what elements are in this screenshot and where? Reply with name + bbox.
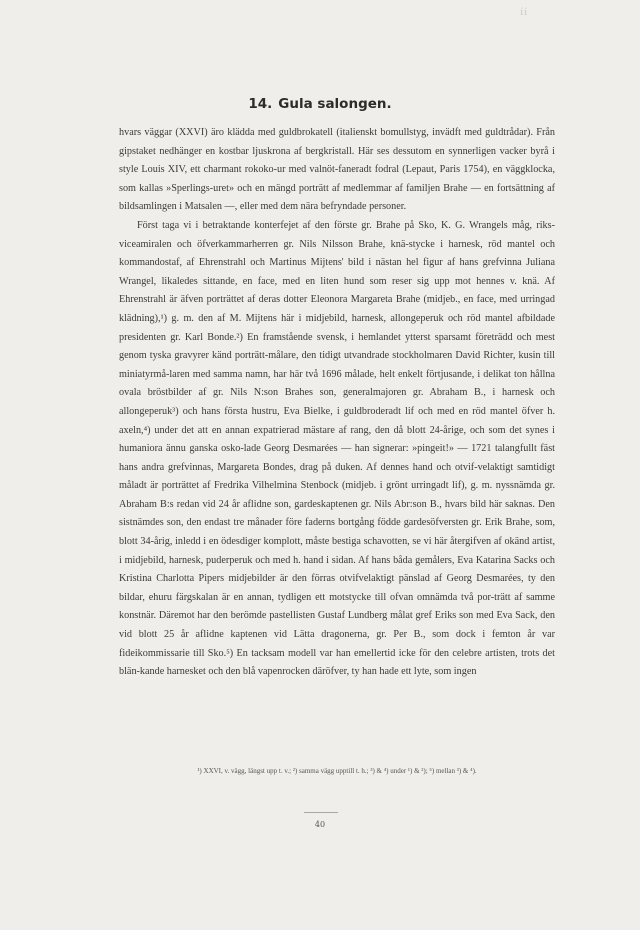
divider-rule <box>304 812 338 813</box>
body-text <box>119 124 555 682</box>
corner-mark: íí <box>520 8 528 18</box>
section-heading <box>0 96 640 112</box>
section-number: 14. <box>248 96 273 112</box>
footnotes: ¹) XXVI, v. vägg, längst upp t. v.; ²) samma vägg upptill t. h.; ³) & ⁴) under ¹) & ²); ⁵) mellan ³) & ⁴). <box>197 767 477 775</box>
section-title: Gula salongen. <box>278 96 392 112</box>
paragraph-portraits: Först taga vi i betraktande konterfejet af den förste gr. Brahe på Sko, K. G. Wrangels måg, riks-viceamiralen och öfverkammarherren gr. Nils Nilsson Brahe, knä-stycke i harnesk, röd mantel och kommandostaf, af Ehrenstrahl och Martinus Mijtens' bild i nästan hel figur af hans grefvinna Juliana Wrangel, likaledes sittande, en face, med en liten hund som reser sig upp mot hennes v. knä. Af Ehrenstrahl är äfven porträttet af deras dotter Eleonora Margareta Brahe (midjeb., en face, med urringad klädning),¹) g. m. den af M. Mijtens här i midjebild, harnesk, allongeperuk och röd mantel afbildade presidenten gr. Karl Bonde.²) En framstående svensk, i hemlandet ytterst sparsamt företrädd och mest genom tyska gravyrer känd porträtt-målare, den tidigt utvandrade stockholmaren David Richter, kusin till miniatyrmå-laren med samma namn, har här två 1696 målade, helt enkelt förtjusande, i delikat ton hållna ovala bröstbilder af gr. Nils N:son Brahes son, generalmajoren gr. Abraham B., i harnesk och allongeperuk³) och hans första hustru, Eva Bielke, i guldbroderadt lif och med en röd mantel öfver h. axeln,⁴) under det att en annan expatrierad mästare af rang, den då blott 24-årige, och som det synes i humaniora ännu ganska osko-lade Georg Desmarées — han signerar: »pingeit!» — 1721 talangfullt fäst hans andra grefvinnas, Margareta Bondes, drag på duken. Af dennes hand och otvif-velaktigt samtidigt måladt är porträttet af Fredrika Vilhelmina Stenbock (midjeb. i grönt urringadt lif), g. m. nyssnämda gr. Abraham B:s redan vid 24 år aflidne son, gardeskaptenen gr. Nils Abr:son B., hvars bild här saknas. Den sistnämdes son, den endast tre månader före faderns bortgång födde gardesöfversten gr. Erik Brahe, som, blott 34-årig, inledd i en ödesdiger komplott, måste bestiga schavotten, se vi här återgifven af okänd artist, i midjebild, harnesk, puderperuk och med h. hand i sidan. Af hans båda gemålers, Eva Katarina Sacks och Kristina Charlotta Pipers midjebilder är den förras otvifvelaktigt pänslad af Georg Desmarées, ty den bildar, ehuru färgskalan är en annan, tydligen ett motstycke till ofvan omnämda två por-trätt af samme konstnär. Däremot har den berömde pastellisten Gustaf Lundberg målat gref Eriks son med Eva Sack, den vid blott 25 år aflidne kaptenen vid Lätta dragonerna, gr. Per B., som dock i femton år var fideikommissarie till Sko.⁵) En tacksam modell var han emellertid icke för den celebre artisten, trots det blän-kande harnesket och den blå vapenrocken däröfver, ty han hade ett lyte, som ingen <box>119 219 555 678</box>
page-number: 40 <box>314 820 326 829</box>
paragraph-continuation: hvars väggar (XXVI) äro klädda med guldbrokatell (italienskt bomullstyg, invädft med guldtrådar). Från gipstaket nedhänger en kostbar ljuskrona af bergkristall. Här ses dessutom en synnerligen vacker byrå i style Louis XIV, ett charmant rokoko-ur med valnöt-faneradt fodral (Lepaut, Paris 1754), en väggklocka, som kallas »Sperlings-uret» och en mängd porträtt af medlemmar af familjen Brahe — en fortsättning af bildsamlingen i Matsalen —, eller med dem nära befryndade personer. <box>119 127 555 213</box>
